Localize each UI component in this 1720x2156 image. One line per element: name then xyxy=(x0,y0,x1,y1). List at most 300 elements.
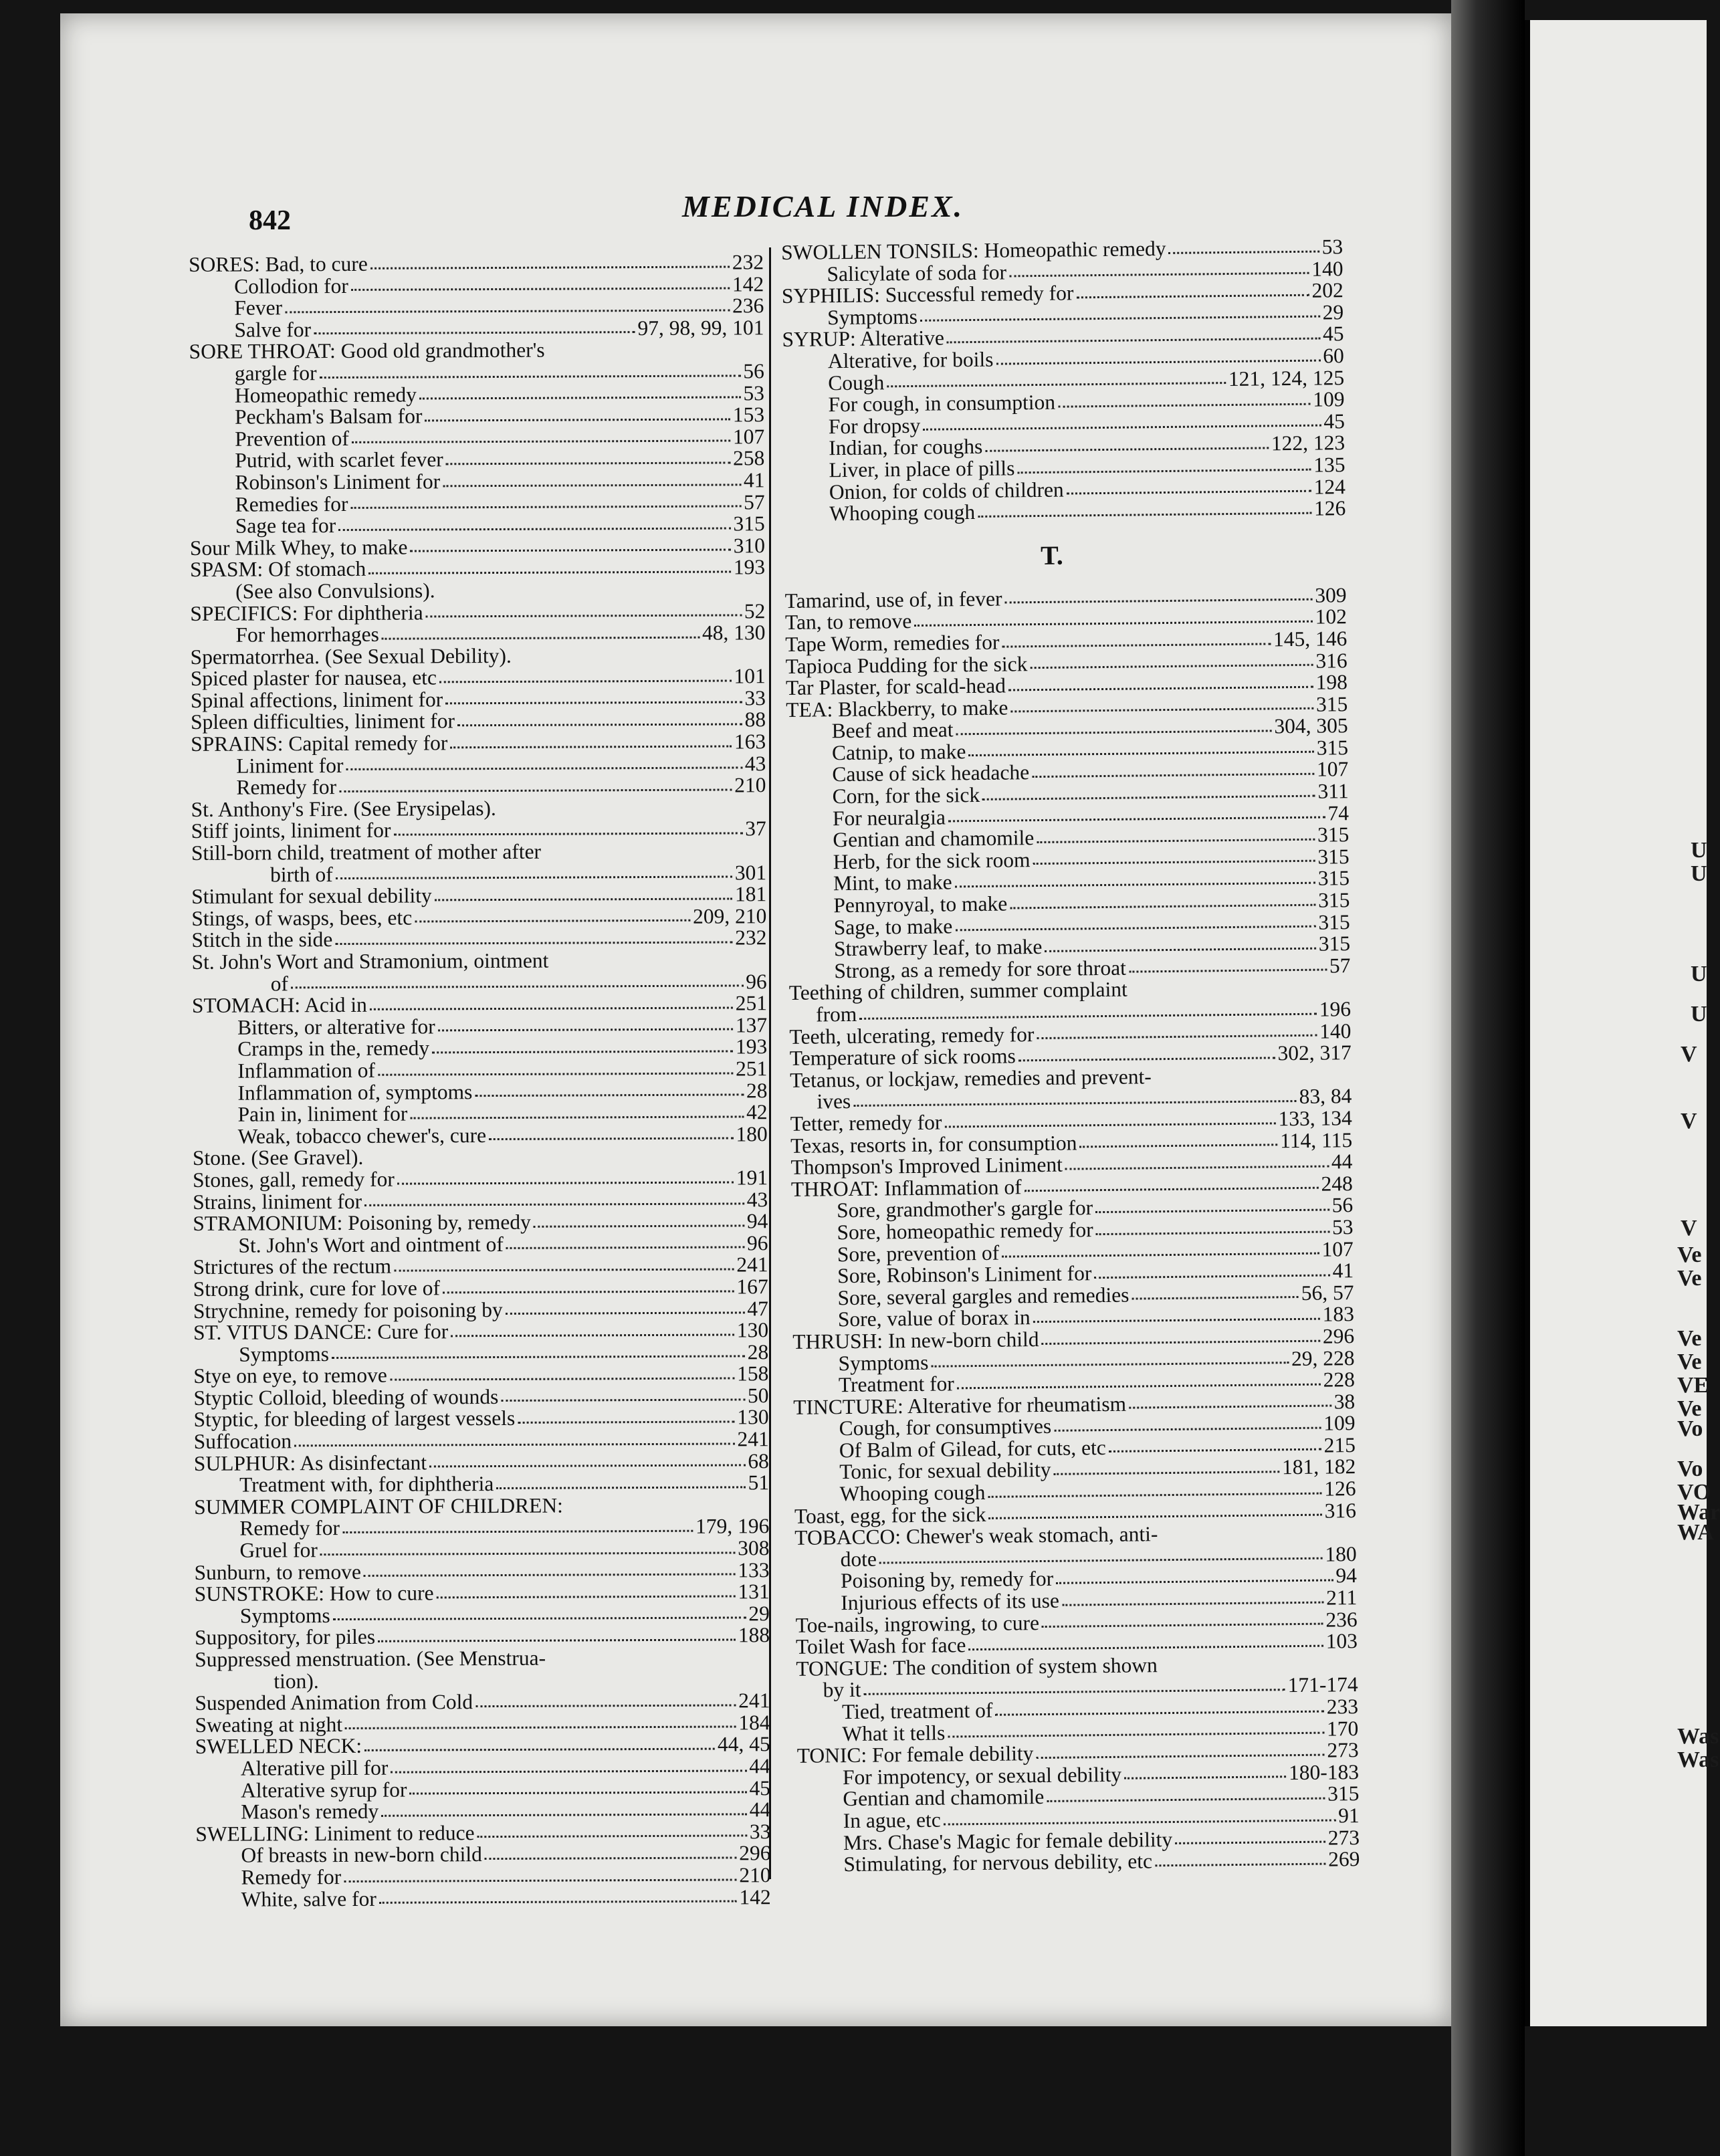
index-term: Stone. (See Gravel). xyxy=(192,1146,364,1170)
index-term: Poisoning by, remedy for xyxy=(840,1567,1054,1593)
dot-leader xyxy=(443,1290,734,1293)
index-entry xyxy=(193,1276,768,1300)
index-term: Spinal affections, liniment for xyxy=(190,687,443,712)
page-reference: 241 xyxy=(737,1427,769,1451)
dot-leader xyxy=(887,382,1226,387)
page-reference: 50 xyxy=(747,1384,769,1408)
dot-leader xyxy=(923,425,1321,431)
index-term: Symptoms xyxy=(838,1350,929,1375)
index-term: SPECIFICS: For diphtheria xyxy=(190,600,423,625)
index-term: Tetter, remedy for xyxy=(790,1110,942,1136)
page-reference: 315 xyxy=(733,512,765,536)
page-reference: 232 xyxy=(732,250,764,274)
page-reference: 296 xyxy=(1322,1324,1355,1348)
page-reference: 60 xyxy=(1323,344,1345,368)
index-term: Tar Plaster, for scald-head xyxy=(785,673,1006,700)
page-reference: 94 xyxy=(746,1209,768,1233)
page-reference: 170 xyxy=(1326,1716,1359,1741)
index-entry xyxy=(192,1058,767,1082)
dot-leader xyxy=(1094,1274,1329,1279)
index-term: St. John's Wort and Stramonium, ointment xyxy=(191,948,549,974)
index-term: Cough xyxy=(828,370,885,395)
page-reference: 228 xyxy=(1323,1368,1356,1392)
index-term: For hemorrhages xyxy=(235,622,379,647)
index-term: What it tells xyxy=(842,1721,946,1745)
dot-leader xyxy=(1042,1623,1323,1628)
index-term: St. Anthony's Fire. (See Erysipelas). xyxy=(191,796,496,821)
index-term: Of breasts in new-born child xyxy=(241,1842,482,1868)
page-reference: 47 xyxy=(747,1296,768,1320)
dot-leader xyxy=(1155,1862,1325,1866)
index-term: Putrid, with scarlet fever xyxy=(235,447,443,473)
dot-leader xyxy=(435,897,732,901)
index-term: Injurious effects of its use xyxy=(841,1588,1060,1615)
index-entry xyxy=(193,1319,768,1343)
page-reference: 94 xyxy=(1335,1564,1358,1588)
index-entry xyxy=(195,1755,770,1780)
dot-leader xyxy=(1047,1798,1325,1802)
index-term: Sore, homeopathic remedy for xyxy=(837,1218,1093,1245)
page-reference: 48, 130 xyxy=(702,621,766,645)
dot-leader xyxy=(320,1551,735,1555)
index-term: gargle for xyxy=(234,361,317,385)
page-reference: 137 xyxy=(735,1013,768,1037)
index-term: Fever xyxy=(234,296,283,320)
page-reference: 83, 84 xyxy=(1299,1084,1352,1109)
dot-leader xyxy=(1008,685,1313,691)
facing-page-fragment: Ve xyxy=(1677,1243,1702,1267)
dot-leader xyxy=(335,941,732,945)
dot-leader xyxy=(1124,1776,1286,1780)
dot-leader xyxy=(446,461,730,465)
dot-leader xyxy=(443,483,741,487)
page-reference: 251 xyxy=(735,1057,768,1081)
dot-leader xyxy=(1030,664,1313,669)
facing-page-fragment: Was xyxy=(1677,1747,1719,1772)
index-term: Symptoms xyxy=(827,304,918,330)
page-reference: 29 xyxy=(748,1602,770,1626)
index-term: Mason's remedy xyxy=(241,1799,379,1824)
dot-leader xyxy=(1045,947,1315,952)
dot-leader xyxy=(988,1514,1321,1519)
index-entry xyxy=(191,731,766,755)
dot-leader xyxy=(370,265,730,269)
index-term: Stitch in the side xyxy=(191,928,333,952)
index-list-t xyxy=(784,584,1360,1876)
page-reference: 233 xyxy=(1326,1695,1359,1719)
index-term: Tetanus, or lockjaw, remedies and prevent- xyxy=(789,1065,1152,1092)
index-entry xyxy=(193,1146,768,1170)
index-term: Homeopathic remedy xyxy=(234,383,417,407)
index-term: Tape Worm, remedies for xyxy=(785,630,1000,656)
page-reference: 180 xyxy=(1325,1541,1357,1566)
page-reference: 38 xyxy=(1333,1389,1356,1414)
page-reference: 52 xyxy=(744,599,766,623)
page-reference: 124 xyxy=(1313,474,1346,499)
index-term: Sore, Robinson's Liniment for xyxy=(837,1261,1092,1288)
page-reference: 308 xyxy=(738,1536,770,1560)
page-reference: 311 xyxy=(1317,779,1349,803)
index-column-right xyxy=(781,236,1360,1876)
dot-leader xyxy=(314,331,635,334)
index-term: Bitters, or alterative for xyxy=(237,1014,435,1039)
index-term: Liver, in place of pills xyxy=(829,456,1015,482)
page-reference: 102 xyxy=(1315,605,1348,629)
index-term: Symptoms xyxy=(239,1603,330,1628)
index-term: ST. VITUS DANCE: Cure for xyxy=(193,1319,449,1345)
index-entry xyxy=(195,1843,770,1867)
index-term: Teething of children, summer complaint xyxy=(788,978,1127,1005)
page-reference: 315 xyxy=(1318,932,1351,956)
page-reference: 304, 305 xyxy=(1274,714,1348,738)
page-reference: 158 xyxy=(736,1362,769,1386)
dot-leader xyxy=(450,745,732,748)
index-term: Salicylate of soda for xyxy=(827,260,1007,286)
dot-leader xyxy=(1018,1057,1275,1061)
dot-leader xyxy=(485,1856,736,1860)
page-reference: 133 xyxy=(738,1557,770,1582)
running-head: MEDICAL INDEX. xyxy=(682,189,964,223)
index-term: Tonic, for sexual debility xyxy=(839,1458,1051,1484)
dot-leader xyxy=(397,1181,734,1184)
index-term: Sweating at night xyxy=(195,1712,343,1737)
page-reference: 316 xyxy=(1315,648,1348,673)
index-term: birth of xyxy=(270,862,333,887)
page-reference: 251 xyxy=(735,991,767,1015)
index-term: Cough, for consumptives xyxy=(839,1414,1052,1440)
dot-leader xyxy=(364,1203,744,1206)
page-reference: 248 xyxy=(1321,1171,1353,1196)
page-reference: 101 xyxy=(734,664,766,688)
dot-leader xyxy=(352,440,730,443)
index-entry xyxy=(189,317,764,341)
index-term: Liniment for xyxy=(236,753,344,778)
dot-leader xyxy=(1095,1208,1329,1213)
dot-leader xyxy=(379,1901,737,1904)
dot-leader xyxy=(506,1311,745,1315)
page-reference: 29 xyxy=(1322,300,1344,324)
index-entry xyxy=(194,1472,769,1496)
dot-leader xyxy=(346,767,742,771)
index-entry xyxy=(190,578,765,603)
dot-leader xyxy=(415,920,690,923)
index-entry xyxy=(194,1537,769,1561)
dot-leader xyxy=(451,1333,734,1337)
index-entry xyxy=(190,492,765,516)
page-reference: 183 xyxy=(1322,1302,1355,1326)
index-term: Mint, to make xyxy=(833,870,952,895)
index-term: THRUSH: In new-born child xyxy=(792,1327,1039,1354)
page-reference: 53 xyxy=(743,381,764,405)
facing-page-fragment: WA xyxy=(1677,1520,1714,1545)
page-reference: 181, 182 xyxy=(1281,1454,1356,1479)
index-entry xyxy=(193,1210,768,1234)
index-entry xyxy=(190,622,765,646)
dot-leader xyxy=(457,723,742,726)
page-reference: 202 xyxy=(1311,278,1343,302)
index-term: Still-born child, treatment of mother after xyxy=(191,839,542,865)
dot-leader xyxy=(985,447,1269,451)
page-reference: 309 xyxy=(1315,582,1347,607)
dot-leader xyxy=(1009,272,1309,278)
page-reference: 180-183 xyxy=(1288,1759,1360,1784)
index-term: Tan, to remove xyxy=(784,609,912,635)
index-term: SWELLING: Liniment to reduce xyxy=(195,1820,475,1846)
index-entry xyxy=(195,1777,770,1802)
dot-leader xyxy=(1129,969,1327,973)
index-entry xyxy=(193,1232,768,1257)
dot-leader xyxy=(291,985,743,989)
dot-leader xyxy=(294,1442,734,1446)
index-term: Tapioca Pudding for the sick xyxy=(785,651,1028,678)
page-reference: 91 xyxy=(1338,1804,1360,1828)
page-reference: 109 xyxy=(1323,1411,1356,1435)
index-term: STOMACH: Acid in xyxy=(191,993,367,1018)
index-term: Stones, gall, remedy for xyxy=(192,1167,395,1192)
page-reference: 130 xyxy=(736,1318,769,1342)
index-term: Toilet Wash for face xyxy=(795,1633,966,1659)
dot-leader xyxy=(879,1557,1323,1564)
page-reference: 43 xyxy=(746,1187,768,1211)
index-entry xyxy=(193,1167,768,1191)
index-entry xyxy=(195,1603,770,1627)
index-term: Strychnine, remedy for poisoning by xyxy=(193,1297,503,1323)
dot-leader xyxy=(1175,1841,1325,1844)
index-term: Gentian and chamomile xyxy=(843,1785,1045,1811)
dot-leader xyxy=(920,316,1320,322)
index-entry xyxy=(194,1450,769,1475)
page-reference: 107 xyxy=(1321,1236,1354,1261)
index-entry xyxy=(191,862,766,886)
index-term: Strictures of the rectum xyxy=(193,1255,392,1279)
page-reference: 126 xyxy=(1324,1477,1356,1501)
dot-leader xyxy=(489,1138,733,1141)
page-reference: 315 xyxy=(1316,736,1349,760)
facing-page-fragment: VE xyxy=(1677,1373,1709,1398)
index-entry xyxy=(195,1821,770,1845)
facing-page-fragment: Vo xyxy=(1677,1457,1703,1481)
index-entry xyxy=(189,426,764,450)
dot-leader xyxy=(342,1530,693,1533)
index-term: Symptoms xyxy=(239,1341,330,1366)
page-reference: 315 xyxy=(1317,866,1350,891)
page-reference: 41 xyxy=(743,468,765,492)
dot-leader xyxy=(1010,708,1313,713)
dot-leader xyxy=(914,621,1312,627)
page-reference: 44 xyxy=(749,1754,770,1778)
index-entry xyxy=(193,1189,768,1213)
page-reference: 315 xyxy=(1317,844,1350,869)
page-reference: 179, 196 xyxy=(695,1514,770,1539)
index-term: Spermatorrhea. (See Sexual Debility). xyxy=(190,643,512,669)
index-entry xyxy=(189,251,764,276)
facing-page-fragment: Ve xyxy=(1677,1396,1702,1421)
index-entry xyxy=(191,883,766,907)
index-entry xyxy=(190,557,765,581)
dot-leader xyxy=(948,1732,1324,1738)
dot-leader xyxy=(996,359,1320,364)
index-term: Herb, for the sick room xyxy=(833,847,1031,874)
dot-leader xyxy=(1033,860,1315,865)
page-reference: 211 xyxy=(1325,1586,1358,1610)
dot-leader xyxy=(1169,250,1319,253)
index-term: Toe-nails, ingrowing, to cure xyxy=(795,1610,1040,1637)
index-entry xyxy=(195,1646,770,1670)
index-entry xyxy=(190,513,765,537)
dot-leader xyxy=(955,882,1315,888)
index-term: Prevention of xyxy=(235,426,349,451)
index-term: STRAMONIUM: Poisoning by, remedy xyxy=(193,1210,531,1236)
dot-leader xyxy=(1054,1427,1321,1432)
index-entry xyxy=(193,1341,768,1366)
index-entry xyxy=(193,1364,768,1388)
index-term: SPASM: Of stomach xyxy=(189,557,366,582)
page-reference: 45 xyxy=(749,1775,771,1800)
dot-leader xyxy=(1002,643,1271,647)
dot-leader xyxy=(378,1072,733,1075)
index-term: Styptic, for bleeding of largest vessels xyxy=(193,1406,516,1432)
index-entry xyxy=(192,1014,767,1039)
page-reference: 315 xyxy=(1315,691,1348,716)
index-term: SUNSTROKE: How to cure xyxy=(194,1581,434,1606)
index-term: Onion, for colds of children xyxy=(829,477,1064,504)
page-reference: 241 xyxy=(736,1253,768,1277)
dot-leader xyxy=(350,506,741,510)
page-number: 842 xyxy=(249,205,291,236)
index-term: Treatment with, for diphtheria xyxy=(239,1472,494,1497)
facing-page-fragment: War xyxy=(1677,1500,1720,1525)
index-term: SULPHUR: As disinfectant xyxy=(193,1450,427,1475)
dot-leader xyxy=(477,1835,747,1838)
index-entry xyxy=(192,949,767,973)
page-reference: 56 xyxy=(743,359,764,383)
dot-leader xyxy=(332,1356,745,1360)
dot-leader xyxy=(410,1115,744,1119)
index-entry xyxy=(195,1559,770,1584)
index-term: Cramps in the, remedy xyxy=(237,1036,430,1061)
index-term: Strains, liniment for xyxy=(193,1189,362,1214)
index-term: ives xyxy=(817,1089,851,1113)
page-reference: 107 xyxy=(1316,757,1349,782)
page-reference: 142 xyxy=(732,272,764,296)
dot-leader xyxy=(409,1792,746,1795)
facing-page-fragment: Ve xyxy=(1677,1266,1702,1291)
index-term: Alterative, for boils xyxy=(827,347,994,373)
page-reference: 210 xyxy=(734,773,766,797)
dot-leader xyxy=(956,730,1272,735)
index-entry xyxy=(196,1886,771,1911)
page-reference: 74 xyxy=(1327,800,1350,825)
index-term: Whooping cough xyxy=(839,1480,986,1506)
page-reference: 37 xyxy=(745,817,766,841)
page-reference: 269 xyxy=(1327,1847,1360,1871)
index-term: For dropsy xyxy=(828,413,921,439)
dot-leader xyxy=(988,1492,1321,1497)
index-term: Sore, prevention of xyxy=(837,1241,1000,1266)
book-gutter xyxy=(1451,0,1525,2156)
dot-leader xyxy=(968,751,1313,756)
dot-leader xyxy=(339,788,732,792)
page-reference: 33 xyxy=(744,686,766,710)
index-entry xyxy=(195,1734,770,1758)
dot-leader xyxy=(410,549,730,552)
page-reference: 42 xyxy=(746,1100,768,1124)
page-reference: 315 xyxy=(1317,888,1350,912)
dot-leader xyxy=(1017,468,1311,473)
page-reference: 145, 146 xyxy=(1273,627,1348,651)
index-term: Tamarind, use of, in fever xyxy=(784,586,1002,613)
page-reference: 209, 210 xyxy=(693,904,767,928)
dot-leader xyxy=(1109,1448,1321,1452)
dot-leader xyxy=(368,570,731,574)
index-entry xyxy=(189,404,764,428)
index-term: TOBACCO: Chewer's weak stomach, anti- xyxy=(794,1522,1158,1550)
facing-page-fragment: U xyxy=(1691,962,1707,986)
index-term: SORES: Bad, to cure xyxy=(188,251,368,276)
dot-leader xyxy=(955,926,1315,932)
page-reference: 96 xyxy=(746,1230,768,1255)
dot-leader xyxy=(1033,1318,1320,1323)
dot-leader xyxy=(496,1486,745,1489)
index-entry xyxy=(193,1101,768,1125)
dot-leader xyxy=(957,1383,1321,1389)
dot-leader xyxy=(1036,1753,1324,1759)
facing-page-fragment: Was xyxy=(1677,1724,1719,1749)
dot-leader xyxy=(370,1006,733,1010)
page-reference: 316 xyxy=(1324,1498,1357,1523)
index-entry xyxy=(194,1407,769,1431)
page-reference: 44, 45 xyxy=(717,1732,770,1756)
page-reference: 236 xyxy=(732,294,764,318)
index-term: Toast, egg, for the sick xyxy=(794,1502,986,1528)
dot-leader xyxy=(995,1710,1323,1715)
index-entry xyxy=(191,796,766,821)
index-term: For cough, in consumption xyxy=(828,390,1056,417)
index-term: Weak, tobacco chewer's, cure xyxy=(237,1123,487,1148)
index-term: Indian, for coughs xyxy=(829,435,983,460)
index-term: Gentian and chamomile xyxy=(833,826,1035,852)
dot-leader xyxy=(931,1362,1289,1368)
page-reference: 126 xyxy=(1313,496,1346,520)
page-reference: 296 xyxy=(739,1841,771,1865)
index-term: Spiced plaster for nausea, etc xyxy=(190,665,437,691)
index-term: of xyxy=(270,971,289,996)
index-term: Remedy for xyxy=(241,1864,342,1889)
page-reference: 273 xyxy=(1327,1738,1359,1762)
facing-page-fragment: VO xyxy=(1677,1480,1711,1505)
index-entry xyxy=(189,383,764,407)
dot-leader xyxy=(853,1100,1296,1107)
index-entry xyxy=(192,1080,767,1104)
index-entry xyxy=(190,535,765,559)
index-entry xyxy=(191,644,766,668)
page-reference: 215 xyxy=(1323,1432,1356,1457)
section-letter: T. xyxy=(1040,540,1064,570)
dot-leader xyxy=(390,1377,734,1380)
index-entry xyxy=(191,928,766,952)
page-reference: 302, 317 xyxy=(1277,1041,1352,1065)
dot-leader xyxy=(1037,1035,1317,1039)
index-term: (See also Convulsions). xyxy=(235,578,435,603)
dot-leader xyxy=(432,1050,733,1053)
index-term: dote xyxy=(840,1547,877,1572)
dot-leader xyxy=(391,1769,746,1773)
dot-leader xyxy=(1062,1601,1323,1606)
dot-leader xyxy=(1065,1165,1329,1170)
dot-leader xyxy=(336,876,732,880)
index-term: SUMMER COMPLAINT OF CHILDREN: xyxy=(194,1493,563,1519)
page-reference: 57 xyxy=(1329,953,1351,978)
